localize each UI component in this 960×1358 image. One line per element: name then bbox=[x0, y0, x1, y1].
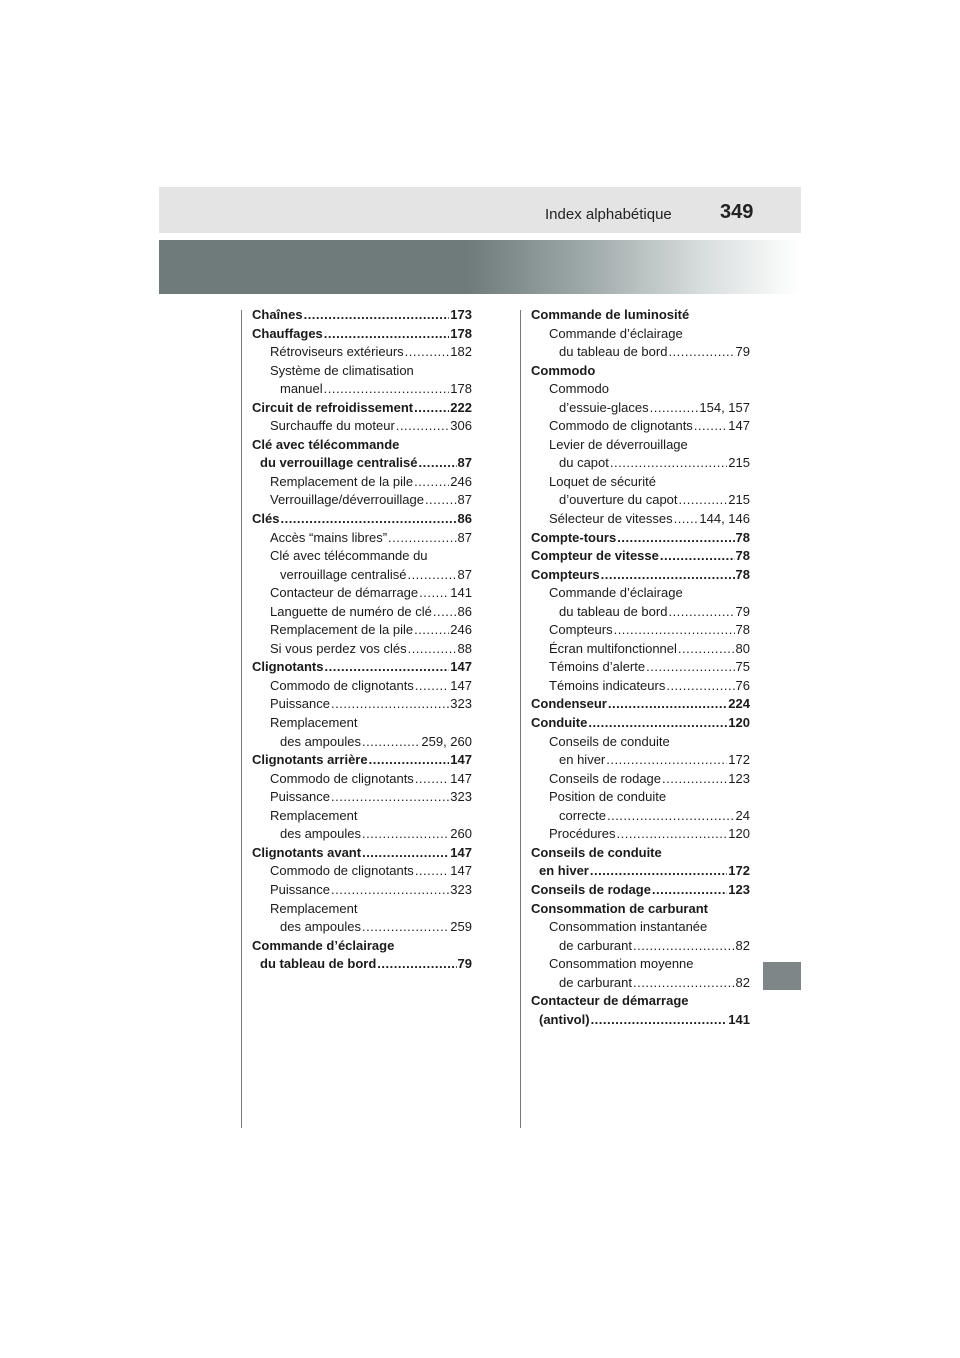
dot-leader bbox=[396, 417, 450, 436]
index-entry-page-ref: 323 bbox=[450, 696, 472, 712]
index-entry bbox=[252, 529, 472, 548]
index-entry-page-ref: 246 bbox=[450, 473, 472, 489]
dot-leader bbox=[650, 399, 699, 418]
dot-leader bbox=[660, 547, 735, 566]
index-entry-term: Compteurs bbox=[531, 566, 600, 582]
index-entry-page-ref: 246 bbox=[450, 622, 472, 638]
index-entry bbox=[252, 770, 472, 789]
index-entry-term: Conseils de rodage bbox=[531, 881, 651, 897]
dot-leader bbox=[608, 695, 727, 714]
index-entry bbox=[252, 510, 472, 529]
index-entry-page-ref: 141 bbox=[450, 585, 472, 601]
index-entry-page-ref: 87 bbox=[457, 529, 472, 545]
index-entry-term: Commodo bbox=[549, 381, 609, 397]
index-entry-term: Levier de déverrouillage bbox=[549, 436, 688, 452]
index-entry-term: Compte-tours bbox=[531, 529, 617, 545]
index-entry bbox=[252, 584, 472, 603]
index-entry-term: Conduite bbox=[531, 715, 588, 731]
index-entry-page-ref: 323 bbox=[450, 881, 472, 897]
index-entry-page-ref: 141 bbox=[728, 1011, 750, 1027]
index-entry-term: Remplacement de la pile bbox=[270, 622, 414, 638]
dot-leader bbox=[415, 677, 449, 696]
index-entry-term: Conseils de conduite bbox=[531, 844, 662, 860]
dot-leader bbox=[607, 807, 735, 826]
dot-leader bbox=[369, 751, 450, 770]
index-entry-term: Commodo de clignotants bbox=[270, 677, 414, 693]
index-entry bbox=[252, 733, 472, 752]
index-entry-term: Puissance bbox=[270, 696, 330, 712]
index-entry bbox=[252, 695, 472, 714]
index-entry-term: Commodo bbox=[531, 362, 596, 378]
index-entry bbox=[252, 788, 472, 807]
index-entry-page-ref: 147 bbox=[450, 659, 472, 675]
index-entry-term: du tableau de bord bbox=[559, 603, 668, 619]
index-entry-term: Circuit de refroidissement bbox=[252, 399, 414, 415]
index-entry-term: Puissance bbox=[270, 789, 330, 805]
index-entry bbox=[531, 918, 750, 937]
index-entry-page-ref: 78 bbox=[735, 548, 750, 564]
index-entry bbox=[252, 547, 472, 566]
dot-leader bbox=[694, 417, 727, 436]
index-entry-page-ref: 147 bbox=[450, 752, 472, 768]
index-entry bbox=[252, 677, 472, 696]
dot-leader bbox=[590, 862, 727, 881]
index-entry-page-ref: 78 bbox=[735, 622, 750, 638]
index-column-left bbox=[252, 306, 472, 974]
index-entry-page-ref: 79 bbox=[457, 956, 472, 972]
index-entry-term: Commodo de clignotants bbox=[270, 863, 414, 879]
index-entry-term: Commande de luminosité bbox=[531, 307, 690, 322]
index-entry bbox=[252, 658, 472, 677]
index-entry-term: Commande d’éclairage bbox=[549, 325, 683, 341]
dot-leader bbox=[616, 825, 727, 844]
index-entry-page-ref: 82 bbox=[735, 937, 750, 953]
index-entry-page-ref: 82 bbox=[735, 974, 750, 990]
index-entry bbox=[531, 621, 750, 640]
index-entry-term: du tableau de bord bbox=[260, 956, 377, 972]
index-entry-term: Clés bbox=[252, 511, 280, 527]
index-entry bbox=[252, 362, 472, 381]
index-entry-page-ref: 215 bbox=[728, 455, 750, 471]
index-entry-page-ref: 323 bbox=[450, 789, 472, 805]
index-entry-page-ref: 260 bbox=[450, 826, 472, 842]
dot-leader bbox=[362, 844, 449, 863]
index-entry-term: Consommation instantanée bbox=[549, 919, 708, 935]
index-entry bbox=[531, 566, 750, 585]
index-entry-page-ref: 120 bbox=[728, 826, 750, 842]
index-entry-page-ref: 76 bbox=[735, 677, 750, 693]
index-entry-term: Témoins d’alerte bbox=[549, 659, 646, 675]
index-entry bbox=[252, 566, 472, 585]
dot-leader bbox=[331, 695, 449, 714]
index-entry bbox=[531, 992, 750, 1011]
index-entry-term: d’essuie-glaces bbox=[559, 399, 649, 415]
dot-leader bbox=[331, 788, 449, 807]
index-entry bbox=[252, 399, 472, 418]
index-entry-term: en hiver bbox=[539, 863, 589, 879]
index-entry-term: des ampoules bbox=[280, 826, 361, 842]
index-entry bbox=[531, 380, 750, 399]
index-entry-term: Commande d’éclairage bbox=[549, 585, 683, 601]
index-entry bbox=[531, 900, 750, 919]
index-entry-term: Accès “mains libres” bbox=[270, 529, 388, 545]
dot-leader bbox=[362, 825, 449, 844]
index-entry bbox=[252, 881, 472, 900]
index-entry-page-ref: 172 bbox=[728, 752, 750, 768]
index-entry-term: Rétroviseurs extérieurs bbox=[270, 344, 404, 360]
index-entry bbox=[531, 584, 750, 603]
index-entry-page-ref: 306 bbox=[450, 418, 472, 434]
dot-leader bbox=[324, 325, 450, 344]
dot-leader bbox=[280, 510, 456, 529]
dot-leader bbox=[405, 343, 450, 362]
dot-leader bbox=[362, 918, 449, 937]
index-entry-page-ref: 123 bbox=[728, 881, 750, 897]
index-entry-page-ref: 87 bbox=[457, 566, 472, 582]
dot-leader bbox=[646, 658, 734, 677]
index-entry bbox=[531, 844, 750, 863]
index-entry bbox=[252, 491, 472, 510]
dot-leader bbox=[588, 714, 727, 733]
index-entry-term: Contacteur de démarrage bbox=[531, 993, 689, 1009]
index-entry-term: Si vous perdez vos clés bbox=[270, 640, 407, 656]
index-entry-page-ref: 88 bbox=[457, 640, 472, 656]
dot-leader bbox=[408, 640, 457, 659]
dot-leader bbox=[633, 937, 735, 956]
index-entry bbox=[252, 751, 472, 770]
dot-leader bbox=[419, 454, 457, 473]
index-entry bbox=[252, 807, 472, 826]
index-entry bbox=[531, 529, 750, 548]
index-entry bbox=[252, 640, 472, 659]
index-entry-term: du verrouillage centralisé bbox=[260, 455, 418, 471]
index-entry-term: Contacteur de démarrage bbox=[270, 585, 419, 601]
index-entry bbox=[531, 491, 750, 510]
index-entry bbox=[252, 436, 472, 455]
index-entry-term: Clé avec télécommande du bbox=[270, 548, 428, 564]
dot-leader bbox=[414, 621, 449, 640]
index-entry-term: Commodo de clignotants bbox=[549, 418, 693, 434]
index-entry bbox=[531, 751, 750, 770]
index-entry bbox=[531, 733, 750, 752]
index-entry-term: Consommation de carburant bbox=[531, 900, 708, 916]
index-entry-term: de carburant bbox=[559, 937, 632, 953]
index-entry-page-ref: 123 bbox=[728, 770, 750, 786]
index-entry-page-ref: 79 bbox=[735, 344, 750, 360]
index-entry-term: (antivol) bbox=[539, 1011, 590, 1027]
index-entry-page-ref: 147 bbox=[450, 677, 472, 693]
page-header-bar bbox=[159, 187, 801, 233]
center-column-rule bbox=[520, 310, 521, 1128]
dot-leader bbox=[331, 881, 449, 900]
index-entry-page-ref: 80 bbox=[735, 640, 750, 656]
dot-leader bbox=[610, 454, 727, 473]
index-entry-term: Clignotants arrière bbox=[252, 752, 368, 768]
index-entry bbox=[531, 454, 750, 473]
dot-leader bbox=[668, 343, 734, 362]
index-entry-term: verrouillage centralisé bbox=[280, 566, 407, 582]
index-entry bbox=[531, 343, 750, 362]
index-entry bbox=[252, 473, 472, 492]
index-entry bbox=[531, 825, 750, 844]
index-entry-page-ref: 259, 260 bbox=[421, 733, 472, 749]
dot-leader bbox=[425, 491, 457, 510]
index-entry-page-ref: 75 bbox=[735, 659, 750, 675]
dot-leader bbox=[679, 491, 728, 510]
dot-leader bbox=[614, 621, 735, 640]
index-entry bbox=[531, 417, 750, 436]
dot-leader bbox=[678, 640, 735, 659]
index-entry bbox=[252, 844, 472, 863]
index-entry-page-ref: 154, 157 bbox=[699, 399, 750, 415]
index-entry-term: des ampoules bbox=[280, 733, 361, 749]
dot-leader bbox=[601, 566, 735, 585]
dot-leader bbox=[304, 306, 450, 325]
index-entry bbox=[252, 417, 472, 436]
index-entry-page-ref: 87 bbox=[457, 492, 472, 508]
index-entry-term: correcte bbox=[559, 807, 606, 823]
index-entry-term: des ampoules bbox=[280, 919, 361, 935]
dot-leader bbox=[414, 473, 449, 492]
index-entry bbox=[252, 918, 472, 937]
index-entry bbox=[531, 658, 750, 677]
dot-leader bbox=[377, 955, 456, 974]
dot-leader bbox=[652, 881, 727, 900]
index-entry-term: Commodo de clignotants bbox=[270, 770, 414, 786]
index-entry-term: Commande d’éclairage bbox=[252, 937, 395, 953]
index-entry-page-ref: 222 bbox=[450, 399, 472, 415]
index-entry bbox=[531, 862, 750, 881]
index-entry bbox=[531, 473, 750, 492]
index-entry-page-ref: 78 bbox=[735, 529, 750, 545]
index-entry bbox=[531, 955, 750, 974]
index-entry-term: Consommation moyenne bbox=[549, 956, 694, 972]
index-entry-term: Compteur de vitesse bbox=[531, 548, 659, 564]
index-entry-page-ref: 144, 146 bbox=[699, 511, 750, 527]
index-entry bbox=[531, 974, 750, 993]
index-entry-term: Chaînes bbox=[252, 307, 303, 322]
index-entry bbox=[252, 603, 472, 622]
index-entry-page-ref: 173 bbox=[450, 307, 472, 322]
dot-leader bbox=[407, 566, 456, 585]
index-entry-term: manuel bbox=[280, 381, 323, 397]
index-entry-page-ref: 224 bbox=[728, 696, 750, 712]
index-entry-term: Conseils de rodage bbox=[549, 770, 662, 786]
index-entry-page-ref: 147 bbox=[450, 770, 472, 786]
index-entry-page-ref: 147 bbox=[450, 844, 472, 860]
index-entry bbox=[531, 881, 750, 900]
index-entry-term: Remplacement de la pile bbox=[270, 473, 414, 489]
index-entry-page-ref: 120 bbox=[728, 715, 750, 731]
index-entry-page-ref: 178 bbox=[450, 381, 472, 397]
index-entry bbox=[531, 677, 750, 696]
index-entry-term: du capot bbox=[559, 455, 609, 471]
index-entry bbox=[252, 380, 472, 399]
dot-leader bbox=[324, 380, 450, 399]
section-title: Index alphabétique bbox=[545, 206, 672, 223]
left-column-rule bbox=[241, 310, 242, 1128]
index-entry-page-ref: 178 bbox=[450, 325, 472, 341]
index-entry-term: Clignotants bbox=[252, 659, 324, 675]
index-entry-page-ref: 24 bbox=[735, 807, 750, 823]
dot-leader bbox=[414, 399, 449, 418]
dot-leader bbox=[415, 862, 449, 881]
index-column-right bbox=[531, 306, 750, 1029]
index-entry-term: Languette de numéro de clé bbox=[270, 603, 432, 619]
index-entry-term: Clignotants avant bbox=[252, 844, 362, 860]
index-entry bbox=[252, 862, 472, 881]
index-entry bbox=[531, 770, 750, 789]
index-entry bbox=[531, 695, 750, 714]
index-entry-term: Condenseur bbox=[531, 696, 607, 712]
header-gradient-band bbox=[159, 240, 801, 294]
index-entry-term: Compteurs bbox=[549, 622, 613, 638]
dot-leader bbox=[666, 677, 734, 696]
index-entry-term: du tableau de bord bbox=[559, 344, 668, 360]
index-entry-term: Conseils de conduite bbox=[549, 733, 670, 749]
index-entry-term: Remplacement bbox=[270, 715, 358, 731]
index-entry-term: Loquet de sécurité bbox=[549, 473, 656, 489]
index-entry bbox=[531, 510, 750, 529]
index-entry bbox=[531, 640, 750, 659]
index-entry-term: Témoins indicateurs bbox=[549, 677, 666, 693]
index-entry-term: Puissance bbox=[270, 881, 330, 897]
index-entry bbox=[531, 714, 750, 733]
index-entry-term: Chauffages bbox=[252, 325, 323, 341]
index-entry bbox=[252, 825, 472, 844]
index-entry-term: Clé avec télécommande bbox=[252, 436, 400, 452]
index-entry bbox=[252, 343, 472, 362]
chapter-tab bbox=[763, 962, 801, 990]
index-entry-page-ref: 78 bbox=[735, 566, 750, 582]
index-entry-term: de carburant bbox=[559, 974, 632, 990]
index-entry-page-ref: 86 bbox=[457, 511, 472, 527]
index-entry-page-ref: 147 bbox=[728, 418, 750, 434]
index-entry bbox=[531, 1011, 750, 1030]
index-entry-term: Remplacement bbox=[270, 807, 358, 823]
index-entry-term: Procédures bbox=[549, 826, 616, 842]
index-entry-page-ref: 87 bbox=[457, 455, 472, 471]
index-entry-page-ref: 259 bbox=[450, 919, 472, 935]
index-entry-term: Écran multifonctionnel bbox=[549, 640, 677, 656]
index-entry bbox=[531, 306, 750, 325]
dot-leader bbox=[388, 529, 457, 548]
dot-leader bbox=[362, 733, 420, 752]
index-entry-term: d’ouverture du capot bbox=[559, 492, 678, 508]
index-entry-page-ref: 147 bbox=[450, 863, 472, 879]
index-entry-term: Sélecteur de vitesses bbox=[549, 511, 673, 527]
dot-leader bbox=[419, 584, 449, 603]
index-entry-term: Remplacement bbox=[270, 900, 358, 916]
index-entry-term: Position de conduite bbox=[549, 789, 667, 805]
index-entry-page-ref: 215 bbox=[728, 492, 750, 508]
index-entry bbox=[531, 807, 750, 826]
index-entry bbox=[252, 325, 472, 344]
dot-leader bbox=[633, 974, 735, 993]
index-entry bbox=[252, 306, 472, 325]
index-entry bbox=[252, 900, 472, 919]
index-entry bbox=[531, 436, 750, 455]
index-entry-page-ref: 86 bbox=[457, 603, 472, 619]
index-entry-page-ref: 79 bbox=[735, 603, 750, 619]
page-number: 349 bbox=[720, 201, 754, 223]
dot-leader bbox=[674, 510, 699, 529]
dot-leader bbox=[325, 658, 450, 677]
index-entry bbox=[531, 325, 750, 344]
index-entry bbox=[252, 955, 472, 974]
index-entry bbox=[252, 714, 472, 733]
index-entry bbox=[531, 788, 750, 807]
dot-leader bbox=[662, 770, 727, 789]
dot-leader bbox=[606, 751, 727, 770]
index-entry bbox=[531, 603, 750, 622]
index-entry bbox=[252, 454, 472, 473]
index-entry bbox=[531, 547, 750, 566]
index-entry-term: Surchauffe du moteur bbox=[270, 418, 395, 434]
index-entry bbox=[531, 937, 750, 956]
dot-leader bbox=[617, 529, 734, 548]
index-entry-term: Système de climatisation bbox=[270, 362, 414, 378]
dot-leader bbox=[668, 603, 734, 622]
index-entry bbox=[252, 621, 472, 640]
index-entry bbox=[252, 937, 472, 956]
index-entry-term: Verrouillage/déverrouillage bbox=[270, 492, 424, 508]
index-entry-page-ref: 182 bbox=[450, 344, 472, 360]
dot-leader bbox=[591, 1011, 728, 1030]
index-entry-page-ref: 172 bbox=[728, 863, 750, 879]
dot-leader bbox=[433, 603, 457, 622]
index-entry-term: en hiver bbox=[559, 752, 606, 768]
dot-leader bbox=[415, 770, 449, 789]
index-entry bbox=[531, 399, 750, 418]
index-entry bbox=[531, 362, 750, 381]
